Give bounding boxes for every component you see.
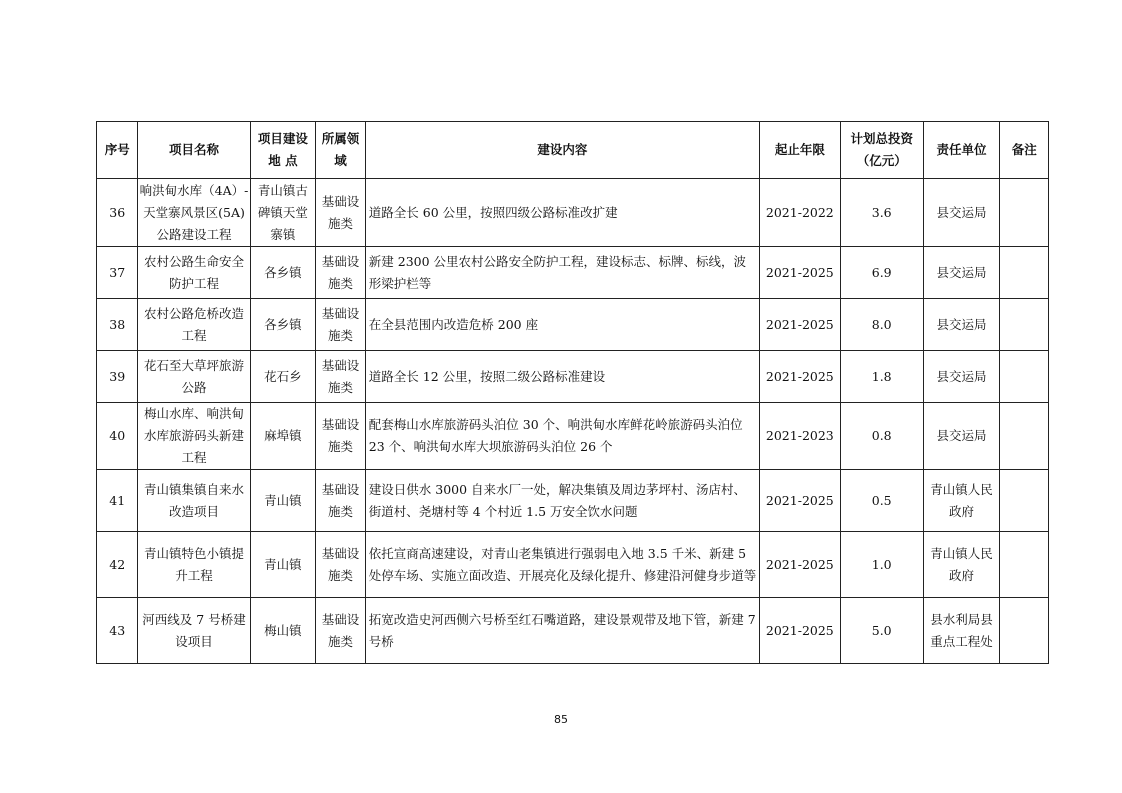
- cell-remark: [1000, 470, 1049, 532]
- cell-remark: [1000, 598, 1049, 664]
- header-location: 项目建设地 点: [250, 122, 316, 179]
- cell-seq: 43: [97, 598, 138, 664]
- cell-domain: 基础设施类: [316, 532, 366, 598]
- cell-seq: 37: [97, 247, 138, 299]
- cell-seq: 39: [97, 351, 138, 403]
- header-seq: 序号: [97, 122, 138, 179]
- cell-responsible-unit: 县交运局: [923, 403, 1000, 470]
- table-header-row: [97, 122, 1049, 179]
- cell-domain: 基础设施类: [316, 299, 366, 351]
- cell-location: 各乡镇: [250, 299, 316, 351]
- cell-investment: 6.9: [840, 247, 923, 299]
- cell-domain: 基础设施类: [316, 351, 366, 403]
- cell-seq: 38: [97, 299, 138, 351]
- table-row: [97, 247, 1049, 299]
- cell-project-name: 河西线及 7 号桥建设项目: [138, 598, 250, 664]
- cell-content: 建设日供水 3000 自来水厂一处，解决集镇及周边茅坪村、汤店村、街道村、尧塘村等 4 个村近 1.5 万安全饮水问题: [365, 470, 759, 532]
- cell-remark: [1000, 179, 1049, 247]
- table-row: [97, 351, 1049, 403]
- cell-content: 在全县范围内改造危桥 200 座: [365, 299, 759, 351]
- table-row: [97, 598, 1049, 664]
- cell-seq: 42: [97, 532, 138, 598]
- project-table: [96, 121, 1049, 664]
- cell-content: 新建 2300 公里农村公路安全防护工程，建设标志、标牌、标线，波形梁护栏等: [365, 247, 759, 299]
- cell-responsible-unit: 县交运局: [923, 351, 1000, 403]
- cell-responsible-unit: 青山镇人民政府: [923, 470, 1000, 532]
- cell-project-name: 农村公路生命安全防护工程: [138, 247, 250, 299]
- cell-project-name: 青山镇集镇自来水改造项目: [138, 470, 250, 532]
- cell-location: 青山镇: [250, 470, 316, 532]
- header-content: 建设内容: [365, 122, 759, 179]
- cell-investment: 8.0: [840, 299, 923, 351]
- cell-domain: 基础设施类: [316, 403, 366, 470]
- header-project-name: 项目名称: [138, 122, 250, 179]
- cell-responsible-unit: 县水利局县重点工程处: [923, 598, 1000, 664]
- header-remark: 备注: [1000, 122, 1049, 179]
- cell-period: 2021-2025: [759, 351, 840, 403]
- cell-seq: 36: [97, 179, 138, 247]
- cell-project-name: 农村公路危桥改造工程: [138, 299, 250, 351]
- cell-remark: [1000, 247, 1049, 299]
- cell-content: 道路全长 60 公里，按照四级公路标准改扩建: [365, 179, 759, 247]
- table-row: [97, 179, 1049, 247]
- cell-content: 道路全长 12 公里，按照二级公路标准建设: [365, 351, 759, 403]
- header-investment: 计划总投资（亿元）: [840, 122, 923, 179]
- cell-investment: 0.5: [840, 470, 923, 532]
- cell-period: 2021-2025: [759, 470, 840, 532]
- table-row: [97, 532, 1049, 598]
- cell-period: 2021-2025: [759, 247, 840, 299]
- cell-location: 青山镇古碑镇天堂寨镇: [250, 179, 316, 247]
- cell-content: 配套梅山水库旅游码头泊位 30 个、响洪甸水库鲜花岭旅游码头泊位 23 个、响洪甸水库大坝旅游码头泊位 26 个: [365, 403, 759, 470]
- cell-responsible-unit: 县交运局: [923, 247, 1000, 299]
- header-responsible-unit: 责任单位: [923, 122, 1000, 179]
- cell-content: 拓宽改造史河西侧六号桥至红石嘴道路，建设景观带及地下管，新建 7 号桥: [365, 598, 759, 664]
- cell-responsible-unit: 县交运局: [923, 299, 1000, 351]
- table-row: [97, 470, 1049, 532]
- cell-seq: 40: [97, 403, 138, 470]
- cell-domain: 基础设施类: [316, 247, 366, 299]
- cell-location: 梅山镇: [250, 598, 316, 664]
- cell-investment: 1.8: [840, 351, 923, 403]
- cell-investment: 1.0: [840, 532, 923, 598]
- table-row: [97, 403, 1049, 470]
- header-period: 起止年限: [759, 122, 840, 179]
- cell-period: 2021-2022: [759, 179, 840, 247]
- cell-location: 花石乡: [250, 351, 316, 403]
- cell-remark: [1000, 299, 1049, 351]
- cell-responsible-unit: 县交运局: [923, 179, 1000, 247]
- cell-project-name: 花石至大草坪旅游公路: [138, 351, 250, 403]
- cell-location: 各乡镇: [250, 247, 316, 299]
- page-number: 85: [554, 713, 568, 726]
- cell-period: 2021-2023: [759, 403, 840, 470]
- cell-domain: 基础设施类: [316, 179, 366, 247]
- cell-investment: 3.6: [840, 179, 923, 247]
- cell-remark: [1000, 403, 1049, 470]
- cell-investment: 5.0: [840, 598, 923, 664]
- cell-period: 2021-2025: [759, 299, 840, 351]
- cell-remark: [1000, 351, 1049, 403]
- cell-project-name: 青山镇特色小镇提升工程: [138, 532, 250, 598]
- cell-content: 依托宣商高速建设，对青山老集镇进行强弱电入地 3.5 千米、新建 5 处停车场、实施立面改造、开展亮化及绿化提升、修建沿河健身步道等: [365, 532, 759, 598]
- cell-location: 青山镇: [250, 532, 316, 598]
- table-row: [97, 299, 1049, 351]
- cell-period: 2021-2025: [759, 532, 840, 598]
- cell-project-name: 梅山水库、响洪甸水库旅游码头新建工程: [138, 403, 250, 470]
- cell-remark: [1000, 532, 1049, 598]
- cell-seq: 41: [97, 470, 138, 532]
- cell-location: 麻埠镇: [250, 403, 316, 470]
- cell-domain: 基础设施类: [316, 598, 366, 664]
- cell-investment: 0.8: [840, 403, 923, 470]
- cell-responsible-unit: 青山镇人民政府: [923, 532, 1000, 598]
- cell-period: 2021-2025: [759, 598, 840, 664]
- header-domain: 所属领域: [316, 122, 366, 179]
- cell-project-name: 响洪甸水库（4A）-天堂寨风景区(5A)公路建设工程: [138, 179, 250, 247]
- cell-domain: 基础设施类: [316, 470, 366, 532]
